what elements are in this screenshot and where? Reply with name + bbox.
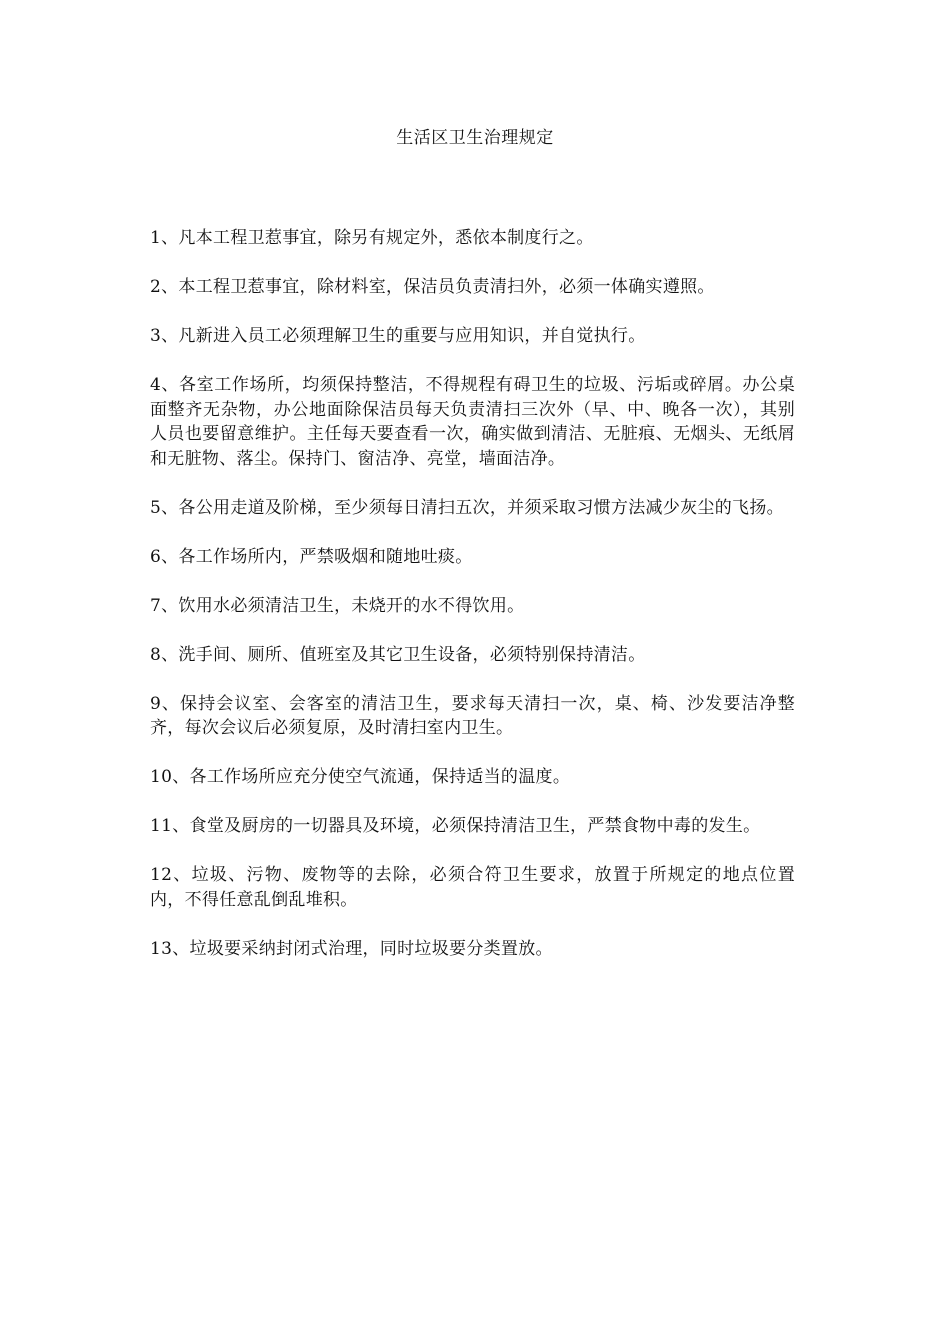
rule-item: 5、各公用走道及阶梯，至少须每日清扫五次，并须采取习惯方法减少灰尘的飞扬。 — [150, 497, 784, 518]
rule-item: 2、本工程卫惹事宜，除材料室，保洁员负责清扫外，必须一体确实遵照。 — [150, 277, 715, 297]
rule-item: 11、食堂及厨房的一切器具及环境，必须保持清洁卫生，严禁食物中毒的发生。 — [150, 816, 761, 836]
rule-item: 6、各工作场所内，严禁吸烟和随地吐痰。 — [150, 546, 473, 567]
rule-item: 7、饮用水必须清洁卫生，未烧开的水不得饮用。 — [150, 595, 525, 616]
rule-item: 10、各工作场所应充分使空气流通，保持适当的温度。 — [150, 767, 571, 787]
rule-item: 12、垃圾、污物、废物等的去除，必须合符卫生要求，放置于所规定的地点位置内，不得任意乱倒乱堆积。 — [150, 865, 795, 910]
rule-item: 9、保持会议室、会客室的清洁卫生，要求每天清扫一次，桌、椅、沙发要洁净整齐，每次会议后必须复原，及时清扫室内卫生。 — [150, 693, 795, 738]
rule-item: 13、垃圾要采纳封闭式治理，同时垃圾要分类置放。 — [150, 938, 553, 959]
rule-item: 4、各室工作场所，均须保持整洁，不得规程有碍卫生的垃圾、污垢或碎屑。办公桌面整齐无杂物，办公地面除保洁员每天负责清扫三次外（早、中、晚各一次），其别人员也要留意维护。主任每天要查看一次，确实做到清洁、无脏痕、无烟头、无纸屑和无脏物、落尘。保持门、窗洁净、亮堂，墙面洁净。 — [150, 375, 795, 469]
rule-item: 8、洗手间、厕所、值班室及其它卫生设备，必须特别保持清洁。 — [150, 644, 646, 665]
rule-item: 1、凡本工程卫惹事宜，除另有规定外，悉依本制度行之。 — [150, 228, 594, 248]
document-title: 生活区卫生治理规定 — [396, 128, 554, 148]
rules-list — [150, 226, 795, 986]
rule-item: 3、凡新进入员工必须理解卫生的重要与应用知识，并自觉执行。 — [150, 326, 646, 346]
